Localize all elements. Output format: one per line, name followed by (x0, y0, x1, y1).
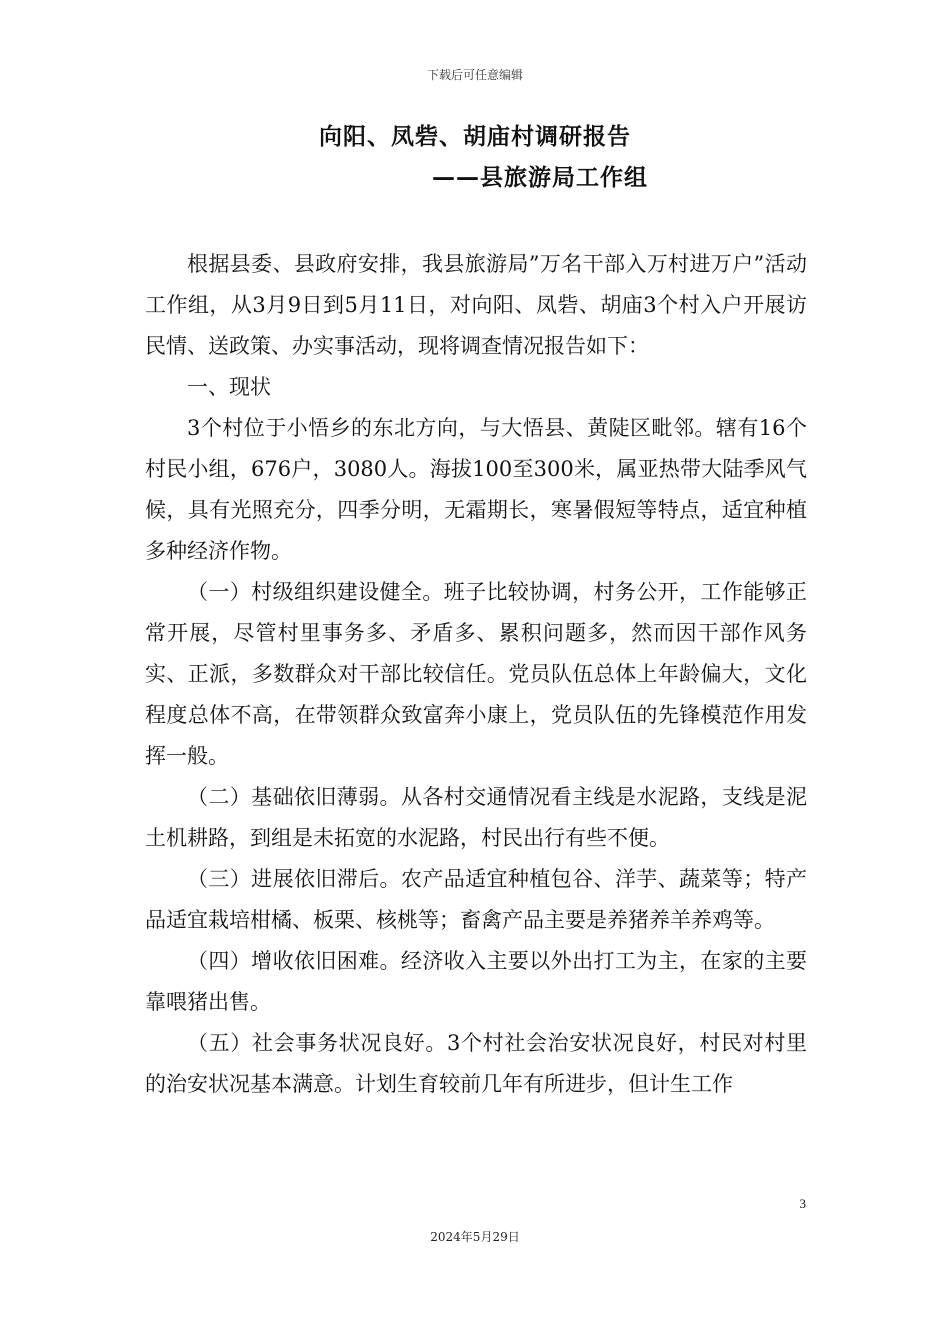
section-heading-status: 一、现状 (187, 375, 271, 399)
header-note: 下载后可任意编辑 (426, 68, 523, 82)
paragraph-social-affairs: （五）社会事务状况良好。3个村社会治安状况良好，村民对村里的治安状况基本满意。计划生育较前几年有所进步，但计生工作 (145, 1031, 807, 1096)
footer-date: 2024年5月29日 (430, 1230, 520, 1244)
paragraph-intro: 根据县委、县政府安排，我县旅游局”万名干部入万村进万户”活动工作组，从3月9日到5月11日，对向阳、凤砦、胡庙3个村入户开展访民情、送政策、办实事活动，现将调查情况报告如下： (145, 252, 807, 358)
document-subtitle: ——县旅游局工作组 (432, 165, 648, 191)
document-title: 向阳、凤砦、胡庙村调研报告 (319, 124, 631, 150)
paragraph-development: （三）进展依旧滞后。农产品适宜种植包谷、洋芋、蔬菜等；特产品适宜栽培柑橘、板栗、核桃等；畜禽产品主要是养猪养羊养鸡等。 (145, 867, 807, 932)
page-number: 3 (799, 1196, 806, 1211)
document-body (145, 244, 807, 1105)
paragraph-infrastructure: （二）基础依旧薄弱。从各村交通情况看主线是水泥路，支线是泥土机耕路，到组是未拓宽的水泥路，村民出行有些不便。 (145, 785, 807, 850)
paragraph-overview: 3个村位于小悟乡的东北方向，与大悟县、黄陡区毗邻。辖有16个村民小组，676户，3080人。海拔100至300米，属亚热带大陆季风气候，具有光照充分，四季分明，无霜期长，寒暑假短等特点，适宜种植多种经济作物。 (145, 416, 807, 563)
paragraph-organization: （一）村级组织建设健全。班子比较协调，村务公开，工作能够正常开展，尽管村里事务多、矛盾多、累积问题多，然而因干部作风务实、正派，多数群众对干部比较信任。党员队伍总体上年龄偏大，文化程度总体不高，在带领群众致富奔小康上，党员队伍的先锋模范作用发挥一般。 (145, 580, 807, 768)
paragraph-income: （四）增收依旧困难。经济收入主要以外出打工为主，在家的主要靠喂猪出售。 (145, 949, 807, 1014)
